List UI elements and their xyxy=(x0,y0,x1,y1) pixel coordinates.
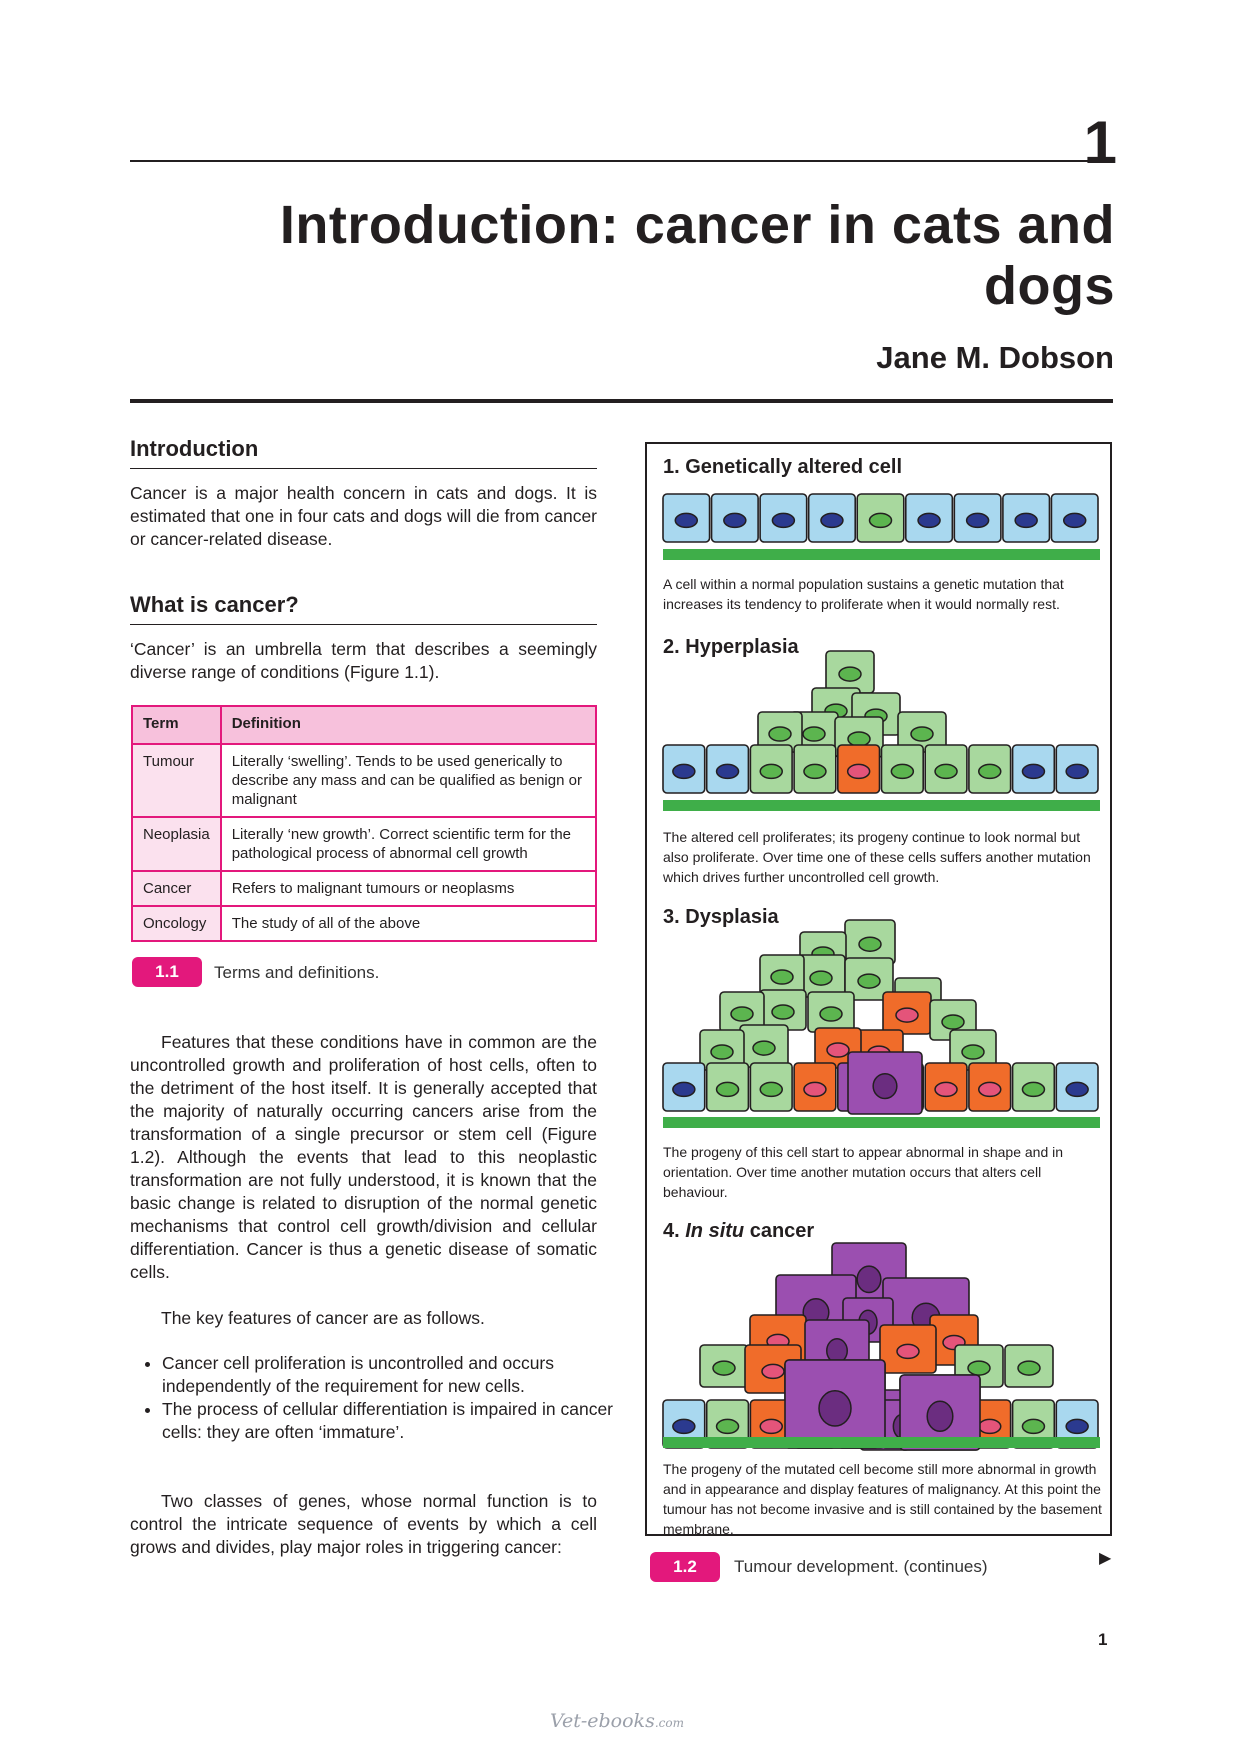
body-paragraph-2: The key features of cancer are as follows. xyxy=(161,1308,485,1328)
cell-nucleus xyxy=(820,1007,842,1021)
cell-nucleus xyxy=(918,513,940,527)
cell-nucleus xyxy=(711,1045,733,1059)
cell-nucleus xyxy=(821,513,843,527)
stage-2-heading: 2. Hyperplasia xyxy=(663,636,799,658)
stage-1-description: A cell within a normal population sustains a genetic mutation that increases its tendency to proliferate when it would normally rest. xyxy=(663,576,1064,612)
cell-nucleus xyxy=(859,937,881,951)
figure-badge-1-2: 1.2 xyxy=(650,1552,720,1582)
stage-2-description: The altered cell proliferates; its progeny continue to look normal but also proliferate. Over time one of these cells suffers another mutation which drives further uncontrolled cell growth. xyxy=(663,829,1091,885)
cell-nucleus xyxy=(911,727,933,741)
watermark-logo: Vet-ebooks.com xyxy=(550,1710,684,1732)
cell-nucleus xyxy=(804,1082,826,1096)
cell-nucleus xyxy=(1018,1361,1040,1375)
cell-nucleus xyxy=(891,764,913,778)
list-item: • Cancer cell proliferation is uncontrolled and occurs independently of the requirement for new cells. xyxy=(162,1352,629,1398)
stage-3-description: The progeny of this cell start to appear abnormal in shape and in orientation. Over time another mutation occurs that alters cell behaviour. xyxy=(663,1144,1064,1200)
term-cell: Oncology xyxy=(132,906,221,941)
cell-nucleus xyxy=(713,1361,735,1375)
cell-nucleus xyxy=(942,1015,964,1029)
author: Jane M. Dobson xyxy=(876,340,1114,375)
cell-nucleus xyxy=(848,764,870,778)
cell-nucleus xyxy=(873,1074,897,1099)
stage-3-heading: 3. Dysplasia xyxy=(663,906,779,928)
cell-nucleus xyxy=(771,970,793,984)
cell-nucleus xyxy=(772,1005,794,1019)
cell-nucleus xyxy=(870,513,892,527)
cell-nucleus xyxy=(769,727,791,741)
cell-nucleus xyxy=(848,732,870,746)
figure-badge-1-1: 1.1 xyxy=(132,957,202,987)
definition-cell: Refers to malignant tumours or neoplasms xyxy=(221,871,596,906)
cell-nucleus xyxy=(1015,513,1037,527)
cell-nucleus xyxy=(760,1419,782,1433)
cell-nucleus xyxy=(1022,764,1044,778)
cell-nucleus xyxy=(819,1391,851,1426)
cell-nucleus xyxy=(1022,1419,1044,1433)
chapter-number: 1 xyxy=(1083,109,1117,176)
cell-nucleus xyxy=(896,1008,918,1022)
cell-nucleus xyxy=(810,971,832,985)
stage-1-heading: 1. Genetically altered cell xyxy=(663,456,903,478)
cell-nucleus xyxy=(839,667,861,681)
cell-nucleus xyxy=(717,764,739,778)
cell-nucleus xyxy=(1064,513,1086,527)
basement-membrane xyxy=(663,800,1100,811)
term-cell: Tumour xyxy=(132,744,221,817)
table-header: Term xyxy=(132,706,221,744)
basement-membrane xyxy=(663,549,1100,560)
definition-cell: The study of all of the above xyxy=(221,906,596,941)
section-heading-introduction: Introduction xyxy=(130,436,597,469)
cell-nucleus xyxy=(1066,1419,1088,1433)
cell-nucleus xyxy=(675,513,697,527)
cell-nucleus xyxy=(827,1043,849,1057)
cell-nucleus xyxy=(717,1082,739,1096)
continues-arrow-icon: ▶ xyxy=(1099,1550,1112,1567)
body-paragraph-3: Two classes of genes, whose normal function is to control the intricate sequence of events by which a cell grows and divides, play major roles in triggering cancer: xyxy=(130,1491,597,1557)
definition-cell: Literally ‘new growth’. Correct scientific term for the pathological process of abnormal cell growth xyxy=(221,817,596,871)
cell-nucleus xyxy=(731,1007,753,1021)
cell-nucleus xyxy=(673,1419,695,1433)
cell-nucleus xyxy=(1066,764,1088,778)
cell-nucleus xyxy=(772,513,794,527)
body-paragraph-1: Features that these conditions have in common are the uncontrolled growth and proliferation of host cells, often to the detriment of the host itself. It is generally accepted that the majority of naturally occurring cancers arise from the transformation of a single precursor or stem cell (Figure 1.2). Although the events that lead to this neoplastic transformation are not fully understood, it is known that the basic change is related to disruption of the normal genetic mechanisms that control cell growth/division and cellular differentiation. Cancer is thus a genetic disease of somatic cells. xyxy=(130,1032,597,1282)
figure-caption-1-2: Tumour development. (continues) xyxy=(734,1557,988,1576)
table-header: Definition xyxy=(221,706,596,744)
cell-nucleus xyxy=(1066,1082,1088,1096)
cell-nucleus xyxy=(979,1419,1001,1433)
cell-nucleus xyxy=(935,764,957,778)
cell-nucleus xyxy=(673,1082,695,1096)
list-item: • The process of cellular differentiation is impaired in cancer cells: they are often ‘immature’. xyxy=(162,1398,629,1444)
cell-nucleus xyxy=(857,1266,881,1292)
cell-nucleus xyxy=(717,1419,739,1433)
cell-nucleus xyxy=(979,1082,1001,1096)
cell-nucleus xyxy=(673,764,695,778)
cell-nucleus xyxy=(760,764,782,778)
page-number: 1 xyxy=(1098,1630,1108,1649)
definition-cell: Literally ‘swelling’. Tends to be used generically to describe any mass and can be qualified as benign or malignant xyxy=(221,744,596,817)
cell-nucleus xyxy=(1022,1082,1044,1096)
cell-nucleus xyxy=(762,1364,784,1378)
term-cell: Cancer xyxy=(132,871,221,906)
cell-nucleus xyxy=(968,1361,990,1375)
cell-nucleus xyxy=(962,1045,984,1059)
basement-membrane xyxy=(663,1117,1100,1128)
stage-4-description: The progeny of the mutated cell become still more abnormal in growth and in appearance and display features of malignancy. At this point the tumour has not become invasive and is still contained by the basement membrane. xyxy=(663,1461,1102,1537)
cell-nucleus xyxy=(979,764,1001,778)
cell-nucleus xyxy=(753,1041,775,1055)
intro-paragraph: Cancer is a major health concern in cats and dogs. It is estimated that one in four cats and dogs will die from cancer or cancer-related disease. xyxy=(130,483,597,549)
cell-nucleus xyxy=(927,1401,953,1431)
what-is-cancer-paragraph: ‘Cancer’ is an umbrella term that describes a seemingly diverse range of conditions (Figure 1.1). xyxy=(130,639,597,682)
cell-nucleus xyxy=(935,1082,957,1096)
stage-4-heading: 4. In situ cancer xyxy=(663,1220,815,1242)
chapter-title: Introduction: cancer in cats and dogs xyxy=(279,195,1115,316)
cell-nucleus xyxy=(897,1344,919,1358)
section-heading-what-is-cancer: What is cancer? xyxy=(130,592,597,625)
cell-nucleus xyxy=(858,974,880,988)
figure-caption-1-1: Terms and definitions. xyxy=(214,963,380,982)
cell-nucleus xyxy=(967,513,989,527)
cell-nucleus xyxy=(803,727,825,741)
cell-nucleus xyxy=(804,764,826,778)
basement-membrane xyxy=(663,1437,1100,1448)
cell-nucleus xyxy=(760,1082,782,1096)
cell-nucleus xyxy=(724,513,746,527)
term-cell: Neoplasia xyxy=(132,817,221,871)
